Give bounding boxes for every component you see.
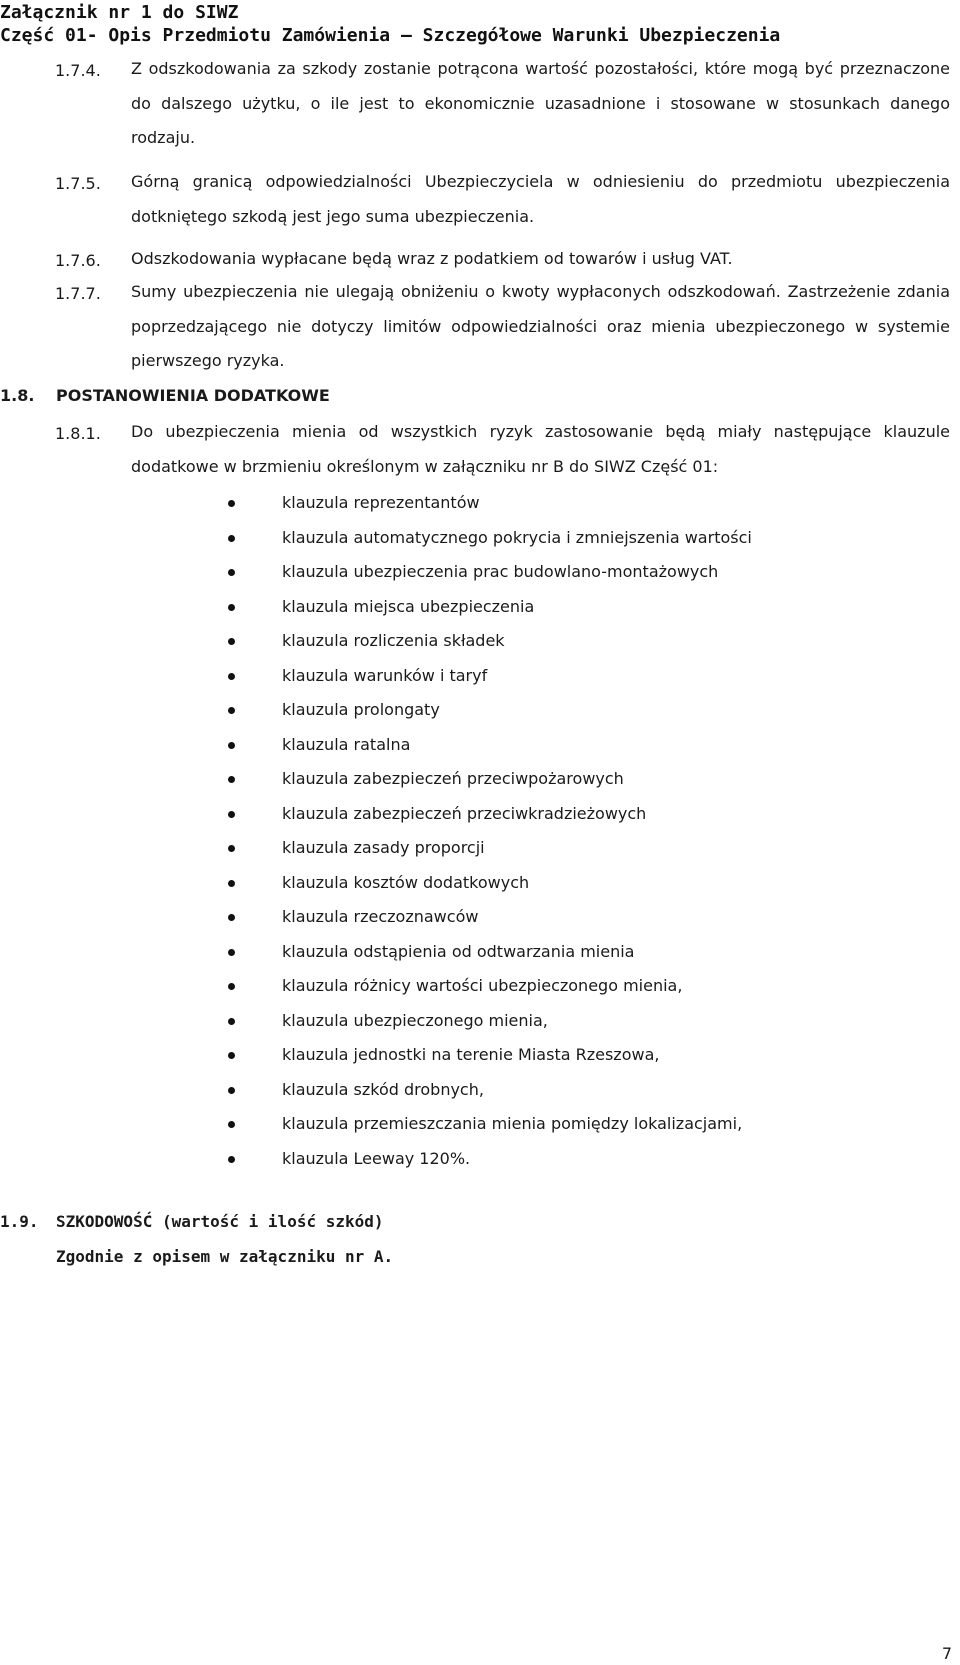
clause-text: klauzula rzeczoznawców bbox=[282, 907, 479, 926]
clause-text: klauzula automatycznego pokrycia i zmniejszenia wartości bbox=[282, 527, 752, 547]
bullet-icon bbox=[228, 983, 235, 990]
clause-text: klauzula różnicy wartości ubezpieczonego mienia, bbox=[282, 976, 683, 995]
paragraph-text: Sumy ubezpieczenia nie ulegają obniżeniu o kwoty wypłaconych odszkodowań. Zastrzeżenie zdania poprzedzającego nie dotyczy limitów odpowiedzialności oraz mienia ubezpieczonego w systemie pierwszego ryzyka. bbox=[131, 282, 950, 370]
clause-text: klauzula przemieszczania mienia pomiędzy lokalizacjami, bbox=[282, 1114, 743, 1133]
bullet-icon bbox=[228, 1018, 235, 1025]
clause-text: klauzula zasady proporcji bbox=[282, 838, 485, 857]
bullet-icon bbox=[228, 569, 235, 576]
section-title: SZKODOWOŚĆ (wartość i ilość szkód) bbox=[56, 1212, 384, 1231]
paragraph-text: Odszkodowania wypłacane będą wraz z podatkiem od towarów i usług VAT. bbox=[131, 249, 733, 268]
paragraph-number: 1.7.4. bbox=[55, 61, 101, 80]
bullet-icon bbox=[228, 845, 235, 852]
bullet-icon bbox=[228, 500, 235, 507]
paragraph-text: Do ubezpieczenia mienia od wszystkich ryzyk zastosowanie będą miały następujące klauzule dodatkowe w brzmieniu określonym w załączniku nr B do SIWZ Część 01: bbox=[131, 422, 950, 476]
clause-text: klauzula miejsca ubezpieczenia bbox=[282, 596, 535, 616]
bullet-icon bbox=[228, 604, 235, 611]
clause-text: klauzula szkód drobnych, bbox=[282, 1079, 484, 1099]
section-number: 1.9. bbox=[0, 1212, 39, 1231]
clause-text: klauzula kosztów dodatkowych bbox=[282, 872, 530, 892]
clause-text: klauzula ubezpieczonego mienia, bbox=[282, 1010, 548, 1030]
paragraph-number: 1.7.6. bbox=[55, 251, 101, 270]
bullet-icon bbox=[228, 638, 235, 645]
clause-text: klauzula jednostki na terenie Miasta Rzeszowa, bbox=[282, 1045, 660, 1064]
bullet-icon bbox=[228, 1052, 235, 1059]
clause-text: klauzula reprezentantów bbox=[282, 493, 480, 512]
section-title: POSTANOWIENIA DODATKOWE bbox=[56, 386, 330, 405]
page-number: 7 bbox=[941, 1644, 952, 1663]
clause-text: klauzula zabezpieczeń przeciwkradzieżowych bbox=[282, 803, 647, 823]
paragraph-number: 1.7.5. bbox=[55, 174, 101, 193]
bullet-icon bbox=[228, 1121, 235, 1128]
clause-text: klauzula ubezpieczenia prac budowlano-montażowych bbox=[282, 562, 719, 581]
bullet-icon bbox=[228, 1087, 235, 1094]
bullet-icon bbox=[228, 880, 235, 887]
bullet-icon bbox=[228, 776, 235, 783]
bullet-icon bbox=[228, 914, 235, 921]
section-number: 1.8. bbox=[0, 386, 35, 405]
bullet-icon bbox=[228, 673, 235, 680]
bullet-icon bbox=[228, 811, 235, 818]
bullet-icon bbox=[228, 742, 235, 749]
bullet-icon bbox=[228, 707, 235, 714]
header-attachment-title: Załącznik nr 1 do SIWZ bbox=[0, 2, 239, 23]
clause-text: klauzula Leeway 120%. bbox=[282, 1148, 471, 1168]
clause-text: klauzula zabezpieczeń przeciwpożarowych bbox=[282, 769, 624, 788]
clause-text: klauzula odstąpienia od odtwarzania mienia bbox=[282, 941, 635, 961]
paragraph-number: 1.7.7. bbox=[55, 284, 101, 303]
clause-text: klauzula prolongaty bbox=[282, 700, 440, 719]
clause-text: klauzula rozliczenia składek bbox=[282, 631, 505, 650]
section-note: Zgodnie z opisem w załączniku nr A. bbox=[56, 1247, 394, 1266]
header-part-title: Część 01- Opis Przedmiotu Zamówienia – Szczegółowe Warunki Ubezpieczenia bbox=[0, 25, 781, 46]
bullet-icon bbox=[228, 949, 235, 956]
bullet-icon bbox=[228, 1156, 235, 1163]
paragraph-text: Z odszkodowania za szkody zostanie potrącona wartość pozostałości, które mogą być przeznaczone do dalszego użytku, o ile jest to ekonomicznie uzasadnione i stosowane w stosunkach danego rodzaju. bbox=[131, 59, 950, 147]
clause-text: klauzula warunków i taryf bbox=[282, 665, 488, 685]
bullet-icon bbox=[228, 535, 235, 542]
clause-text: klauzula ratalna bbox=[282, 734, 411, 754]
paragraph-text: Górną granicą odpowiedzialności Ubezpieczyciela w odniesieniu do przedmiotu ubezpieczenia dotkniętego szkodą jest jego suma ubezpieczenia. bbox=[131, 172, 950, 226]
paragraph-number: 1.8.1. bbox=[55, 424, 101, 443]
